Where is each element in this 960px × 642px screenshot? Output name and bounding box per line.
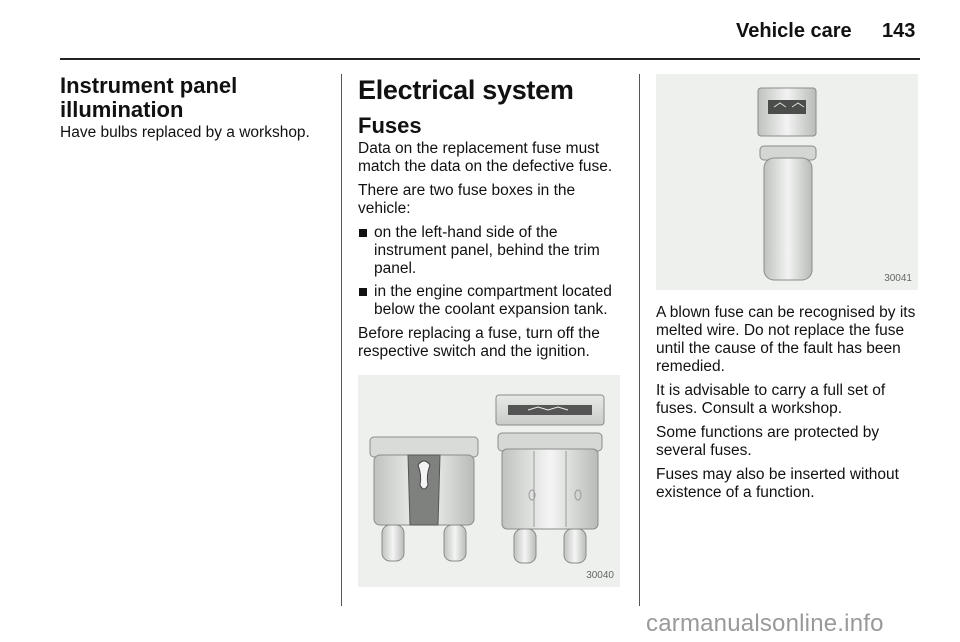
page-header — [0, 14, 960, 50]
section-title: Vehicle care — [736, 20, 852, 42]
fuse-boxes-paragraph: There are two fuse boxes in the vehicle: — [358, 182, 576, 217]
fuse-data-paragraph: Data on the replacement fuse must match the data on the defective fuse. — [358, 140, 613, 175]
page-number: 143 — [882, 20, 916, 42]
instrument-panel-heading: Instrument panel illumination — [60, 73, 238, 122]
list-item: in the engine compartment located below the coolant expansion tank. — [358, 283, 623, 319]
figure-code: 30041 — [884, 273, 912, 284]
fuses-subheading: Fuses — [358, 113, 422, 138]
blown-fuse-illustration — [656, 74, 918, 290]
column-electrical-system — [358, 74, 623, 587]
fuse-illustration-figure — [358, 375, 620, 587]
list-item: on the left-hand side of the instrument panel, behind the trim panel. — [358, 224, 623, 278]
full-set-paragraph: It is advisable to carry a full set of fuses. Consult a workshop. — [656, 382, 886, 417]
instrument-panel-text: Have bulbs replaced by a workshop. — [60, 124, 310, 141]
blown-fuse-paragraph: A blown fuse can be recognised by its melted wire. Do not replace the fuse until the cause of the fault has been remedied. — [656, 304, 916, 375]
inserted-without-function-paragraph: Fuses may also be inserted without existence of a function. — [656, 466, 899, 501]
several-fuses-paragraph: Some functions are protected by several fuses. — [656, 424, 880, 459]
bullet-icon — [359, 229, 367, 237]
column-instrument-panel — [60, 74, 335, 148]
column-blown-fuse — [656, 74, 924, 508]
electrical-system-heading: Electrical system — [358, 75, 574, 105]
watermark: carmanualsonline.info — [646, 610, 884, 637]
fuse-box-list — [358, 224, 623, 319]
bullet-icon — [359, 288, 367, 296]
figure-code: 30040 — [586, 570, 614, 581]
column-divider-2 — [639, 74, 640, 606]
column-divider-1 — [341, 74, 342, 606]
blade-fuse-illustration — [358, 375, 620, 587]
before-replacing-paragraph: Before replacing a fuse, turn off the respective switch and the ignition. — [358, 325, 600, 360]
header-rule — [60, 58, 920, 60]
blown-fuse-figure — [656, 74, 918, 290]
